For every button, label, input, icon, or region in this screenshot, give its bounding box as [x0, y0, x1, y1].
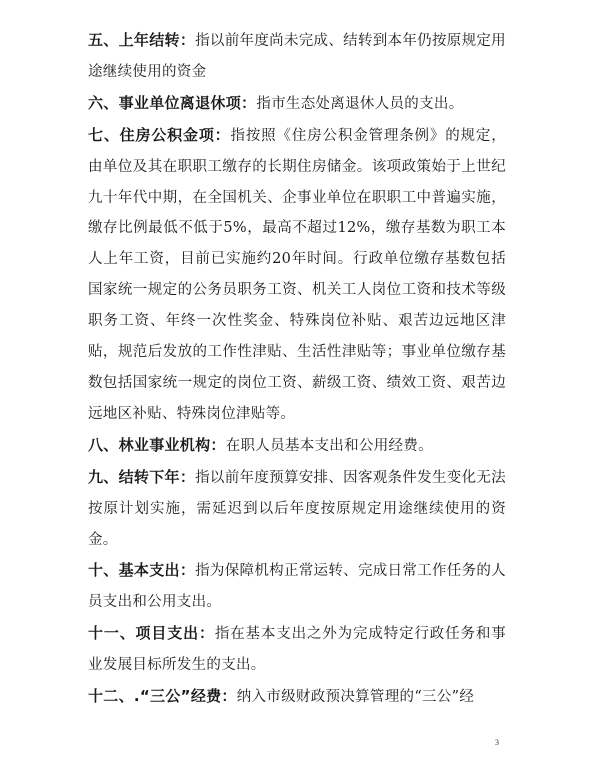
term-definition: 指以前年度预算安排、因客观条件发生变化无法按原计划实施，需延迟到以后年度按原规定用途继续使用的资金。 [88, 469, 506, 548]
paragraph-carry-forward [88, 462, 506, 556]
document-body [88, 25, 506, 713]
term-definition: 纳入市级财政预决算管理的“三公”经 [236, 689, 475, 706]
term-heading: 十一、项目支出： [88, 624, 215, 643]
term-heading: 十二、.“三公”经费： [88, 687, 237, 706]
term-definition: 指以前年度尚未完成、结转到本年仍按原规定用途继续使用的资金 [88, 33, 506, 80]
term-definition: 指按照《住房公积金管理条例》的规定，由单位及其在职职工缴存的长期住房储金。该项政策始于上世纪九十年代中期，在全国机关、企事业单位在职职工中普遍实施，缴存比例最低不低于5%，最高不超过12%，缴存基数为职工本人上年工资，目前已实施约20年时间。行政单位缴存基数包括国家统一规定的公务员职务工资、机关工人岗位工资和技术等级职务工资、年终一次性奖金、特殊岗位补贴、艰苦边远地区津贴，规范后发放的工作性津贴、生活性津贴等；事业单位缴存基数包括国家统一规定的岗位工资、薪级工资、绩效工资、艰苦边远地区补贴、特殊岗位津贴等。 [88, 127, 506, 422]
term-heading: 九、结转下年： [88, 467, 196, 486]
term-definition: 在职人员基本支出和公用经费。 [225, 437, 433, 454]
term-definition: 指市生态处离退休人员的支出。 [256, 95, 464, 112]
paragraph-three-public-expenses [88, 681, 506, 713]
term-heading: 六、事业单位离退休项： [88, 93, 257, 112]
term-heading: 八、林业事业机构： [88, 435, 226, 454]
term-definition: 指为保障机构正常运转、完成日常工作任务的人员支出和公用支出。 [88, 563, 506, 611]
paragraph-housing-fund [88, 120, 506, 430]
paragraph-forestry-institution [88, 430, 506, 462]
term-heading: 七、住房公积金项： [88, 125, 231, 144]
term-definition: 指在基本支出之外为完成特定行政任务和事业发展目标所发生的支出。 [88, 626, 507, 674]
page-number: 3 [495, 738, 499, 747]
paragraph-retirement-item [88, 88, 506, 120]
paragraph-project-expenditure [88, 618, 506, 681]
paragraph-prior-year-carryover [88, 25, 506, 88]
term-heading: 十、基本支出： [88, 561, 196, 580]
paragraph-basic-expenditure [88, 555, 506, 618]
term-heading: 五、上年结转： [88, 31, 196, 49]
